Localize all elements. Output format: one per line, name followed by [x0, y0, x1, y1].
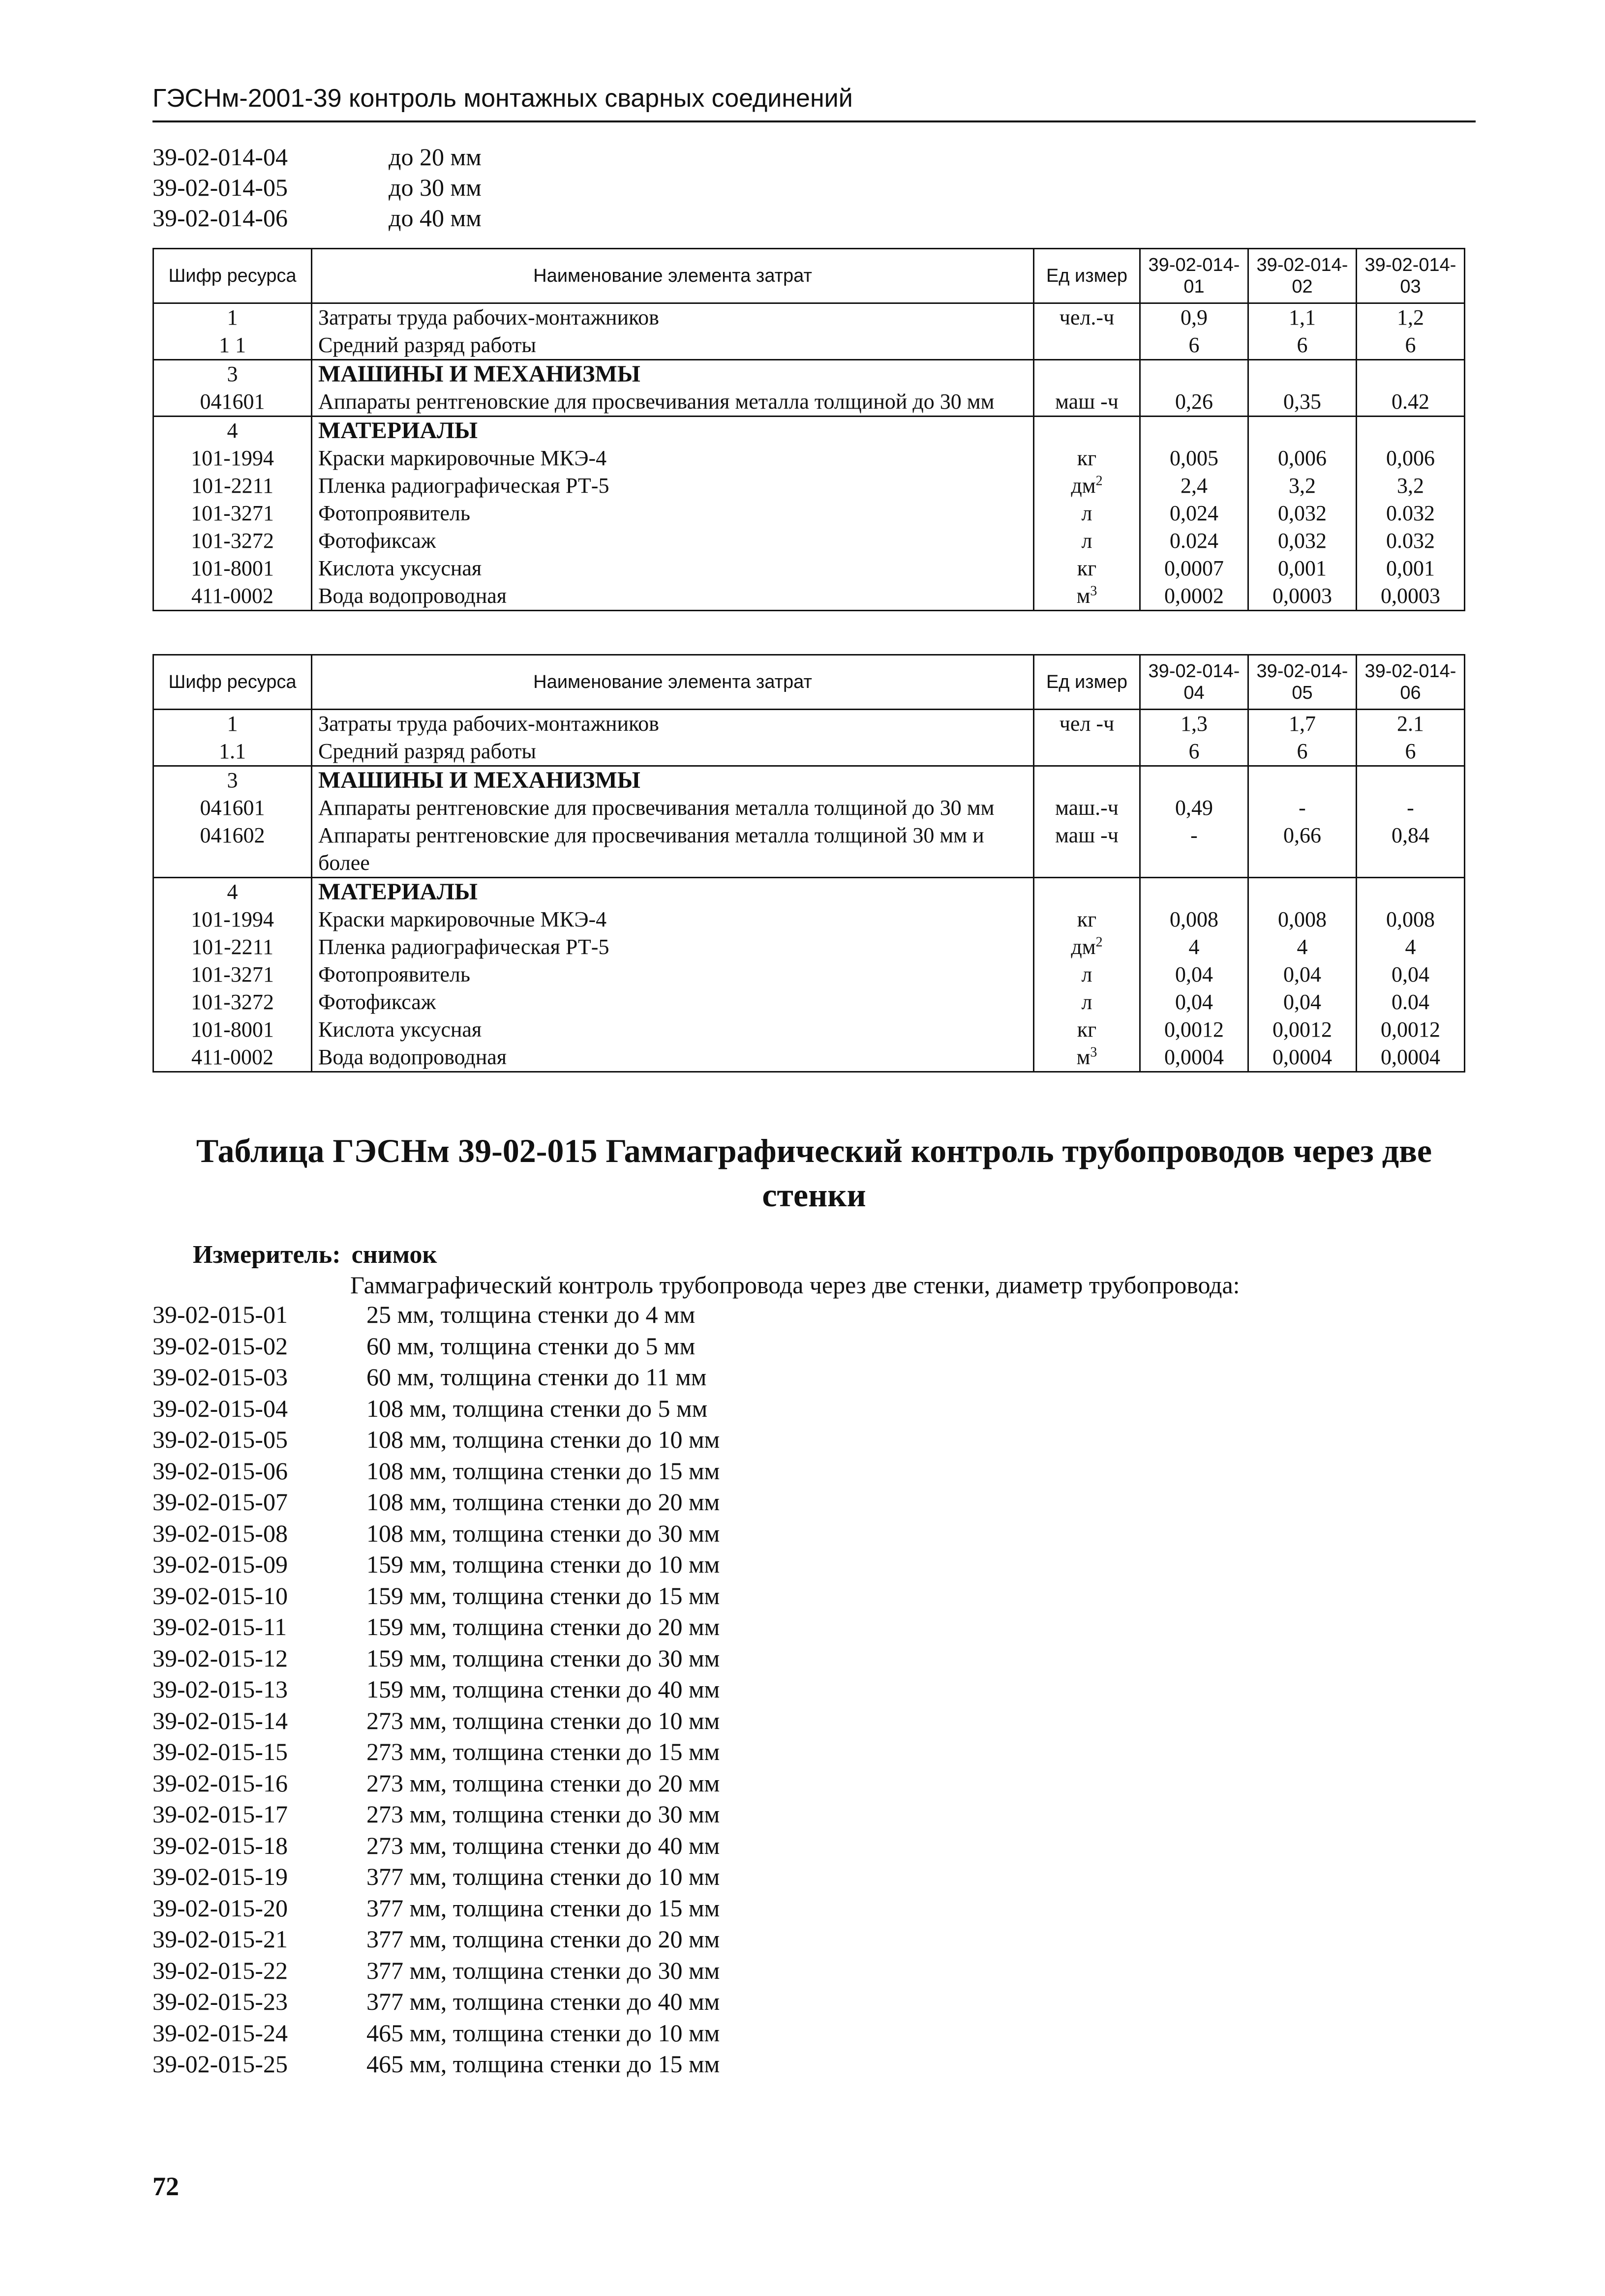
list-item [152, 1299, 720, 1331]
measure-label: Измеритель: [193, 1241, 341, 1269]
measure-value: снимок [351, 1241, 437, 1269]
table-row [153, 794, 1465, 822]
item-code: 39-02-015-06 [152, 1457, 288, 1485]
item-code: 39-02-015-01 [152, 1301, 288, 1328]
list-item [152, 1705, 720, 1737]
item-code: 39-02-015-12 [152, 1644, 288, 1672]
unit-cell [1034, 555, 1140, 582]
item-code: 39-02-015-15 [152, 1738, 288, 1765]
resource-code: 101-8001 [153, 555, 312, 582]
item-code: 39-02-015-13 [152, 1675, 288, 1703]
item-text: 377 мм, толщина стенки до 15 мм [366, 1894, 720, 1922]
value-cell: 6 [1248, 738, 1357, 766]
table-row [153, 933, 1465, 961]
col-header-unit: Ед измер [1034, 655, 1140, 710]
item-code: 39-02-015-21 [152, 1925, 288, 1953]
unit-cell [1034, 906, 1140, 933]
value-cell: 6 [1140, 738, 1248, 766]
value-cell [1140, 766, 1248, 795]
resource-code: 041601 [153, 794, 312, 822]
resource-name: Кислота уксусная [312, 555, 1034, 582]
resource-name: Вода водопроводная [312, 582, 1034, 611]
value-cell: 2.1 [1357, 710, 1465, 738]
resource-name: Средний разряд работы [312, 738, 1034, 766]
value-cell: 0,0003 [1248, 582, 1357, 611]
resource-name: Пленка радиографическая РТ-5 [312, 933, 1034, 961]
resource-code: 3 [153, 766, 312, 795]
value-cell: 0,032 [1248, 527, 1357, 555]
value-cell: 0,0003 [1357, 582, 1465, 611]
resource-code: 4 [153, 878, 312, 906]
table-015-description: Гаммаграфический контроль трубопровода через две стенки, диаметр трубопровода: [350, 1271, 1240, 1299]
value-cell: 0.032 [1357, 500, 1465, 527]
table-header-row [153, 655, 1465, 710]
value-cell [1357, 878, 1465, 906]
value-cell: 3,2 [1357, 472, 1465, 500]
unit-cell [1034, 360, 1140, 388]
intro-text: до 20 мм [389, 143, 482, 171]
table-row [153, 822, 1465, 878]
item-code: 39-02-015-18 [152, 1831, 288, 1859]
resource-code: 101-3271 [153, 961, 312, 988]
unit-text: л [1081, 962, 1092, 986]
table-015-items [152, 1299, 720, 2080]
table-row [153, 555, 1465, 582]
resource-name: Аппараты рентгеновские для просвечивания металла толщиной до 30 мм [312, 388, 1034, 417]
value-cell: 0,005 [1140, 445, 1248, 472]
table-row [153, 331, 1465, 360]
value-cell: 1,3 [1140, 710, 1248, 738]
value-cell: 0,66 [1248, 822, 1357, 878]
resource-code: 041602 [153, 822, 312, 878]
section-heading: МАШИНЫ И МЕХАНИЗМЫ [312, 360, 1034, 388]
value-cell: 1,7 [1248, 710, 1357, 738]
list-item [152, 1861, 720, 1893]
intro-code: 39-02-014-05 [152, 174, 288, 201]
table-row [153, 906, 1465, 933]
value-cell [1357, 766, 1465, 795]
value-cell: 0,04 [1140, 961, 1248, 988]
unit-cell [1034, 766, 1140, 795]
value-cell [1357, 417, 1465, 445]
resource-code: 101-3271 [153, 500, 312, 527]
item-text: 377 мм, толщина стенки до 30 мм [366, 1956, 720, 1984]
list-item [152, 1611, 720, 1643]
col-header-value: 39-02-014-05 [1248, 655, 1357, 710]
item-text: 273 мм, толщина стенки до 40 мм [366, 1831, 720, 1859]
col-header-name: Наименование элемента затрат [312, 655, 1034, 710]
item-text: 377 мм, толщина стенки до 20 мм [366, 1925, 720, 1953]
table-015-title: Таблица ГЭСНм 39-02-015 Гаммаграфический контроль трубопроводов через две стенки [196, 1132, 1432, 1214]
item-text: 159 мм, толщина стенки до 40 мм [366, 1675, 720, 1703]
resource-code: 1 [153, 710, 312, 738]
intro-item [152, 172, 482, 203]
item-code: 39-02-015-20 [152, 1894, 288, 1922]
resource-name: Затраты труда рабочих-монтажников [312, 710, 1034, 738]
intro-code: 39-02-014-06 [152, 204, 288, 232]
item-text: 25 мм, толщина стенки до 4 мм [366, 1301, 696, 1328]
unit-text: маш -ч [1055, 823, 1119, 847]
list-item [152, 1924, 720, 1955]
resource-code: 101-1994 [153, 445, 312, 472]
resource-code: 411-0002 [153, 1044, 312, 1072]
table-row [153, 738, 1465, 766]
value-cell: 0,0012 [1248, 1016, 1357, 1044]
unit-text: кг [1077, 556, 1097, 580]
resource-code: 1 [153, 303, 312, 332]
table-row [153, 710, 1465, 738]
col-header-value: 39-02-014-01 [1140, 249, 1248, 303]
section-heading: МАШИНЫ И МЕХАНИЗМЫ [312, 766, 1034, 795]
table-row [153, 445, 1465, 472]
value-cell: 0.024 [1140, 527, 1248, 555]
item-text: 273 мм, толщина стенки до 30 мм [366, 1800, 720, 1828]
value-cell [1248, 417, 1357, 445]
unit-text: кг [1077, 446, 1097, 470]
value-cell: 4 [1357, 933, 1465, 961]
list-item [152, 1362, 720, 1393]
resource-name: Пленка радиографическая РТ-5 [312, 472, 1034, 500]
list-item [152, 1736, 720, 1768]
item-text: 273 мм, толщина стенки до 10 мм [366, 1706, 720, 1734]
unit-cell [1034, 710, 1140, 738]
unit-cell [1034, 303, 1140, 332]
value-cell: 6 [1140, 331, 1248, 360]
value-cell: 0.04 [1357, 988, 1465, 1016]
value-cell: - [1248, 794, 1357, 822]
table-row [153, 961, 1465, 988]
value-cell: 0,0004 [1248, 1044, 1357, 1072]
intro-text: до 40 мм [389, 204, 482, 232]
resource-code: 101-2211 [153, 472, 312, 500]
col-header-value: 39-02-014-04 [1140, 655, 1248, 710]
list-item [152, 1549, 720, 1580]
intro-text: до 30 мм [389, 174, 482, 201]
section-heading: МАТЕРИАЛЫ [312, 878, 1034, 906]
list-item [152, 1518, 720, 1550]
value-cell: 0,008 [1140, 906, 1248, 933]
list-item [152, 1830, 720, 1862]
item-code: 39-02-015-16 [152, 1769, 288, 1797]
value-cell [1248, 360, 1357, 388]
value-cell [1248, 878, 1357, 906]
unit-text: чел.-ч [1059, 305, 1115, 329]
unit-cell [1034, 445, 1140, 472]
table-row [153, 1016, 1465, 1044]
item-code: 39-02-015-03 [152, 1363, 288, 1391]
value-cell: 0,0012 [1140, 1016, 1248, 1044]
value-cell: 0,35 [1248, 388, 1357, 417]
list-item [152, 1424, 720, 1456]
item-code: 39-02-015-09 [152, 1551, 288, 1578]
unit-superscript: 3 [1090, 1044, 1097, 1060]
value-cell: 0,006 [1248, 445, 1357, 472]
measure-line [193, 1239, 437, 1271]
table-header-row [153, 249, 1465, 303]
table-row [153, 360, 1465, 388]
table-row [153, 1044, 1465, 1072]
resource-name: Вода водопроводная [312, 1044, 1034, 1072]
resource-name: Краски маркировочные МКЭ-4 [312, 906, 1034, 933]
item-text: 108 мм, толщина стенки до 30 мм [366, 1519, 720, 1547]
intro-code: 39-02-014-04 [152, 143, 288, 171]
item-text: 377 мм, толщина стенки до 10 мм [366, 1863, 720, 1890]
list-item [152, 1674, 720, 1705]
resource-code: 101-8001 [153, 1016, 312, 1044]
list-item [152, 1986, 720, 2018]
resource-name: Затраты труда рабочих-монтажников [312, 303, 1034, 332]
list-item [152, 1393, 720, 1425]
col-header-value: 39-02-014-03 [1357, 249, 1465, 303]
item-code: 39-02-015-07 [152, 1488, 288, 1516]
intro-item [152, 142, 482, 172]
col-header-code: Шифр ресурса [153, 249, 312, 303]
unit-text: м [1076, 584, 1090, 608]
header-rule [152, 120, 1476, 122]
unit-cell [1034, 331, 1140, 360]
resource-name: Кислота уксусная [312, 1016, 1034, 1044]
unit-cell [1034, 388, 1140, 417]
unit-text: маш -ч [1055, 389, 1119, 414]
unit-cell [1034, 988, 1140, 1016]
item-code: 39-02-015-14 [152, 1706, 288, 1734]
resource-name: Фотопроявитель [312, 500, 1034, 527]
list-item [152, 1799, 720, 1830]
item-text: 159 мм, толщина стенки до 15 мм [366, 1581, 720, 1610]
resource-name: Аппараты рентгеновские для просвечивания металла толщиной до 30 мм [312, 794, 1034, 822]
item-text: 108 мм, толщина стенки до 20 мм [366, 1488, 720, 1516]
value-cell: 0,008 [1248, 906, 1357, 933]
resource-name: Аппараты рентгеновские для просвечивания металла толщиной 30 мм и более [312, 822, 1034, 878]
col-header-unit: Ед измер [1034, 249, 1140, 303]
resource-name: Средний разряд работы [312, 331, 1034, 360]
value-cell [1140, 417, 1248, 445]
table-row [153, 500, 1465, 527]
item-text: 159 мм, толщина стенки до 30 мм [366, 1644, 720, 1672]
value-cell: 0,008 [1357, 906, 1465, 933]
table-row [153, 472, 1465, 500]
value-cell: 0.032 [1357, 527, 1465, 555]
col-header-value: 39-02-014-06 [1357, 655, 1465, 710]
value-cell [1140, 360, 1248, 388]
resource-code: 411-0002 [153, 582, 312, 611]
intro-list [152, 142, 482, 233]
value-cell: 1,1 [1248, 303, 1357, 332]
table-row [153, 417, 1465, 445]
item-text: 273 мм, толщина стенки до 20 мм [366, 1769, 720, 1797]
item-text: 465 мм, толщина стенки до 10 мм [366, 2019, 720, 2047]
item-code: 39-02-015-08 [152, 1519, 288, 1547]
resource-code: 1.1 [153, 738, 312, 766]
unit-cell [1034, 417, 1140, 445]
unit-superscript: 2 [1095, 473, 1103, 489]
unit-cell [1034, 878, 1140, 906]
item-text: 377 мм, толщина стенки до 40 мм [366, 1988, 720, 2015]
value-cell: 6 [1357, 738, 1465, 766]
list-item [152, 1456, 720, 1487]
section-heading: МАТЕРИАЛЫ [312, 417, 1034, 445]
resource-name: Краски маркировочные МКЭ-4 [312, 445, 1034, 472]
unit-superscript: 2 [1095, 934, 1103, 950]
value-cell: 3,2 [1248, 472, 1357, 500]
unit-cell [1034, 500, 1140, 527]
value-cell: 0,04 [1140, 988, 1248, 1016]
value-cell: 0,001 [1248, 555, 1357, 582]
list-item [152, 1487, 720, 1518]
unit-text: маш.-ч [1055, 796, 1119, 820]
value-cell: 2,4 [1140, 472, 1248, 500]
item-text: 465 мм, толщина стенки до 15 мм [366, 2050, 720, 2078]
table-row [153, 582, 1465, 611]
value-cell: 0,006 [1357, 445, 1465, 472]
col-header-name: Наименование элемента затрат [312, 249, 1034, 303]
unit-cell [1034, 738, 1140, 766]
value-cell: 0,0004 [1140, 1044, 1248, 1072]
item-code: 39-02-015-02 [152, 1332, 288, 1360]
unit-text: л [1081, 501, 1092, 525]
item-code: 39-02-015-11 [152, 1613, 287, 1640]
item-text: 108 мм, толщина стенки до 15 мм [366, 1457, 720, 1485]
page-number: 72 [152, 2172, 179, 2201]
list-item [152, 1580, 720, 1612]
item-code: 39-02-015-05 [152, 1426, 288, 1453]
table-row [153, 878, 1465, 906]
unit-text: кг [1077, 1017, 1097, 1042]
value-cell: 0,04 [1248, 988, 1357, 1016]
resource-code: 101-2211 [153, 933, 312, 961]
resource-table-014-04-06 [152, 654, 1465, 1073]
value-cell: 0,0012 [1357, 1016, 1465, 1044]
col-header-code: Шифр ресурса [153, 655, 312, 710]
item-code: 39-02-015-10 [152, 1581, 288, 1610]
resource-code: 1 1 [153, 331, 312, 360]
item-text: 159 мм, толщина стенки до 20 мм [366, 1613, 720, 1640]
resource-code: 101-3272 [153, 527, 312, 555]
value-cell: 0,032 [1248, 500, 1357, 527]
list-item [152, 1955, 720, 1987]
item-code: 39-02-015-23 [152, 1988, 288, 2015]
resource-name: Фотофиксаж [312, 527, 1034, 555]
col-header-value: 39-02-014-02 [1248, 249, 1357, 303]
resource-name: Фотофиксаж [312, 988, 1034, 1016]
unit-cell [1034, 1044, 1140, 1072]
unit-cell [1034, 961, 1140, 988]
unit-cell [1034, 527, 1140, 555]
unit-cell [1034, 1016, 1140, 1044]
value-cell: 0,0007 [1140, 555, 1248, 582]
unit-cell [1034, 794, 1140, 822]
item-code: 39-02-015-22 [152, 1956, 288, 1984]
list-item [152, 1643, 720, 1674]
value-cell: 1,2 [1357, 303, 1465, 332]
value-cell [1140, 878, 1248, 906]
unit-text: чел -ч [1059, 712, 1115, 736]
item-code: 39-02-015-24 [152, 2019, 288, 2047]
value-cell: 0,04 [1357, 961, 1465, 988]
unit-superscript: 3 [1090, 583, 1097, 599]
resource-code: 3 [153, 360, 312, 388]
value-cell: 0,024 [1140, 500, 1248, 527]
unit-cell [1034, 582, 1140, 611]
item-code: 39-02-015-04 [152, 1394, 288, 1422]
item-text: 108 мм, толщина стенки до 10 мм [366, 1426, 720, 1453]
value-cell: - [1140, 822, 1248, 878]
list-item [152, 1331, 720, 1362]
resource-code: 041601 [153, 388, 312, 417]
unit-text: л [1081, 990, 1092, 1014]
resource-code: 101-1994 [153, 906, 312, 933]
value-cell: 0,84 [1357, 822, 1465, 878]
value-cell: 6 [1248, 331, 1357, 360]
item-text: 159 мм, толщина стенки до 10 мм [366, 1551, 720, 1578]
unit-text: м [1076, 1045, 1090, 1069]
value-cell [1248, 766, 1357, 795]
unit-cell [1034, 822, 1140, 878]
unit-text: л [1081, 529, 1092, 553]
item-text: 108 мм, толщина стенки до 5 мм [366, 1394, 708, 1422]
item-text: 273 мм, толщина стенки до 15 мм [366, 1738, 720, 1765]
unit-cell [1034, 933, 1140, 961]
resource-code: 101-3272 [153, 988, 312, 1016]
value-cell: 4 [1140, 933, 1248, 961]
resource-table-014-01-03 [152, 248, 1465, 611]
value-cell: 6 [1357, 331, 1465, 360]
item-text: 60 мм, толщина стенки до 11 мм [366, 1363, 707, 1391]
item-code: 39-02-015-25 [152, 2050, 288, 2078]
item-code: 39-02-015-17 [152, 1800, 288, 1828]
list-item [152, 1768, 720, 1799]
table-row [153, 303, 1465, 332]
value-cell: 0,001 [1357, 555, 1465, 582]
resource-name: Фотопроявитель [312, 961, 1034, 988]
item-code: 39-02-015-19 [152, 1863, 288, 1890]
resource-code: 4 [153, 417, 312, 445]
unit-cell [1034, 472, 1140, 500]
value-cell: 0,9 [1140, 303, 1248, 332]
value-cell: 0,49 [1140, 794, 1248, 822]
value-cell: - [1357, 794, 1465, 822]
page-header: ГЭСНм-2001-39 контроль монтажных сварных соединений [152, 84, 853, 113]
value-cell: 0,0002 [1140, 582, 1248, 611]
value-cell: 0,26 [1140, 388, 1248, 417]
table-row [153, 766, 1465, 795]
table-row [153, 527, 1465, 555]
value-cell [1357, 360, 1465, 388]
value-cell: 0,0004 [1357, 1044, 1465, 1072]
unit-text: дм [1071, 935, 1096, 959]
list-item [152, 1893, 720, 1924]
list-item [152, 2049, 720, 2080]
table-row [153, 388, 1465, 417]
table-row [153, 988, 1465, 1016]
unit-text: кг [1077, 907, 1097, 931]
value-cell: 0.42 [1357, 388, 1465, 417]
value-cell: 4 [1248, 933, 1357, 961]
list-item [152, 2018, 720, 2049]
item-text: 60 мм, толщина стенки до 5 мм [366, 1332, 696, 1360]
unit-text: дм [1071, 474, 1096, 498]
intro-item [152, 203, 482, 233]
value-cell: 0,04 [1248, 961, 1357, 988]
